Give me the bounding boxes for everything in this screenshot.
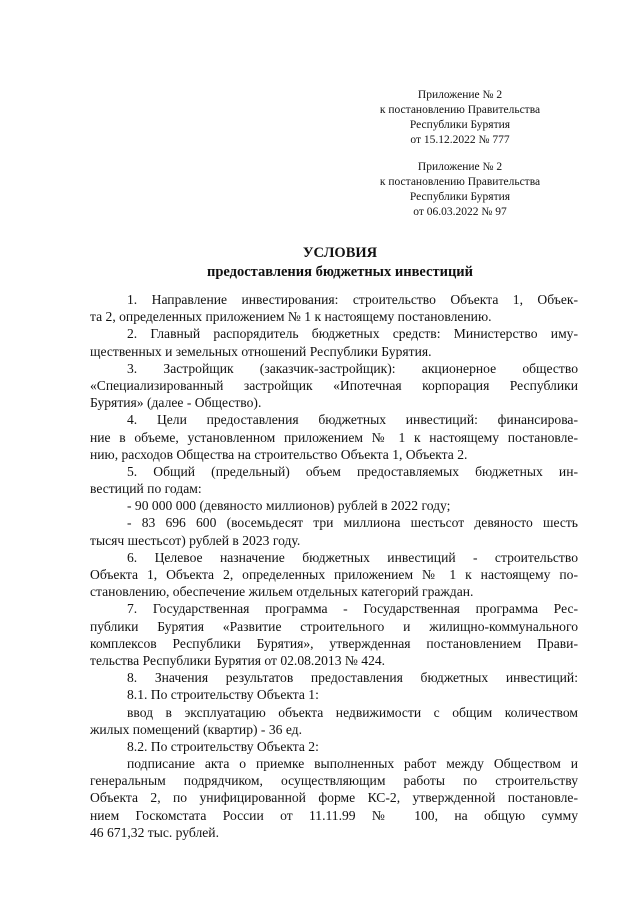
text-line: 3. Застройщик (заказчик-застройщик): акционерное общество [127,360,578,376]
text-line: 8. Значения результатов предоставления бюджетных инвестиций: [127,670,578,686]
document-title [90,244,590,282]
appendix-number: Приложение № 2 [417,161,503,173]
text-line: 1. Направление инвестирования: строительство Объекта 1, Объек- [127,292,578,307]
text-line: «Специализированный застройщик «Ипотечная корпорация Республики [90,377,578,393]
text-line: тысяч шестьсот) рублей в 2023 году. [90,532,301,548]
title-sub: предоставления бюджетных инвестиций [206,264,474,280]
text-line: нием Госкомстата России от 11.11.99 № 100, на общую сумму [90,807,578,823]
title-main: УСЛОВИЯ [302,245,378,261]
text-line: - 83 696 600 (восемьдесят три миллиона шестьсот девяносто шесть [127,515,578,531]
text-line: 5. Общий (предельный) объем предоставляемых бюджетных ин- [127,463,578,479]
text-line: ввод в эксплуатацию объекта недвижимости с общим количеством [127,704,578,720]
appendix-authority: Республики Бурятия [409,191,511,203]
appendix-date: от 06.03.2022 № 97 [413,206,507,218]
text-line: становлению, обеспечение жильем отдельных категорий граждан. [90,584,474,600]
text-line: 4. Цели предоставления бюджетных инвестиций: финансирова- [127,412,578,428]
text-line: Объекта 1, Объекта 2, определенных приложением № 1 к настоящему по- [90,567,578,582]
text-line: щественных и земельных отношений Республики Бурятия. [90,343,432,359]
text-line: нию, расходов Общества на строительство Объекта 1, Объекта 2. [90,446,468,462]
text-line: вестиций по годам: [90,481,202,497]
text-line: 8.2. По строительству Объекта 2: [127,738,319,754]
text-line: 6. Целевое назначение бюджетных инвестиций - строительство [127,549,578,565]
text-line: тельства Республики Бурятия от 02.08.2013 № 424. [90,652,386,668]
text-line: Бурятия» (далее - Общество). [90,395,262,411]
text-line: 7. Государственная программа - Государственная программа Рес- [127,601,578,617]
appendix-number: Приложение № 2 [417,89,503,101]
text-line: Объекта 2, по унифицированной форме КС-2, утвержденной постановле- [90,790,578,806]
text-line: генеральным подрядчиком, осуществляющим работы по строительству [90,773,578,789]
text-line: 8.1. По строительству Объекта 1: [127,687,319,703]
text-line: 2. Главный распорядитель бюджетных средств: Министерство иму- [127,326,578,342]
appendix-reference: к постановлению Правительства [379,104,541,116]
appendix-reference: к постановлению Правительства [379,176,541,188]
text-line: публики Бурятия «Развитие строительного и жилищно-коммунального [90,618,578,634]
text-line: подписание акта о приемке выполненных работ между Обществом и [127,756,578,772]
document-body [90,291,578,841]
appendix-authority: Республики Бурятия [409,119,511,131]
text-line: ние в объеме, установленном приложением № 1 к настоящему постановле- [90,429,578,445]
text-line: - 90 000 000 (девяносто миллионов) рублей в 2022 году; [127,498,451,514]
text-line: жилых помещений (квартир) - 36 ед. [90,721,302,737]
appendix-date: от 15.12.2022 № 777 [410,134,510,146]
text-line: комплексов Республики Бурятия», утвержденная постановлением Прави- [90,635,578,651]
text-line: та 2, определенных приложением № 1 к настоящему постановлению. [90,309,492,325]
text-line: 46 671,32 тыс. рублей. [90,824,219,840]
appendix-header-current [360,88,560,148]
appendix-header-original [360,160,560,220]
